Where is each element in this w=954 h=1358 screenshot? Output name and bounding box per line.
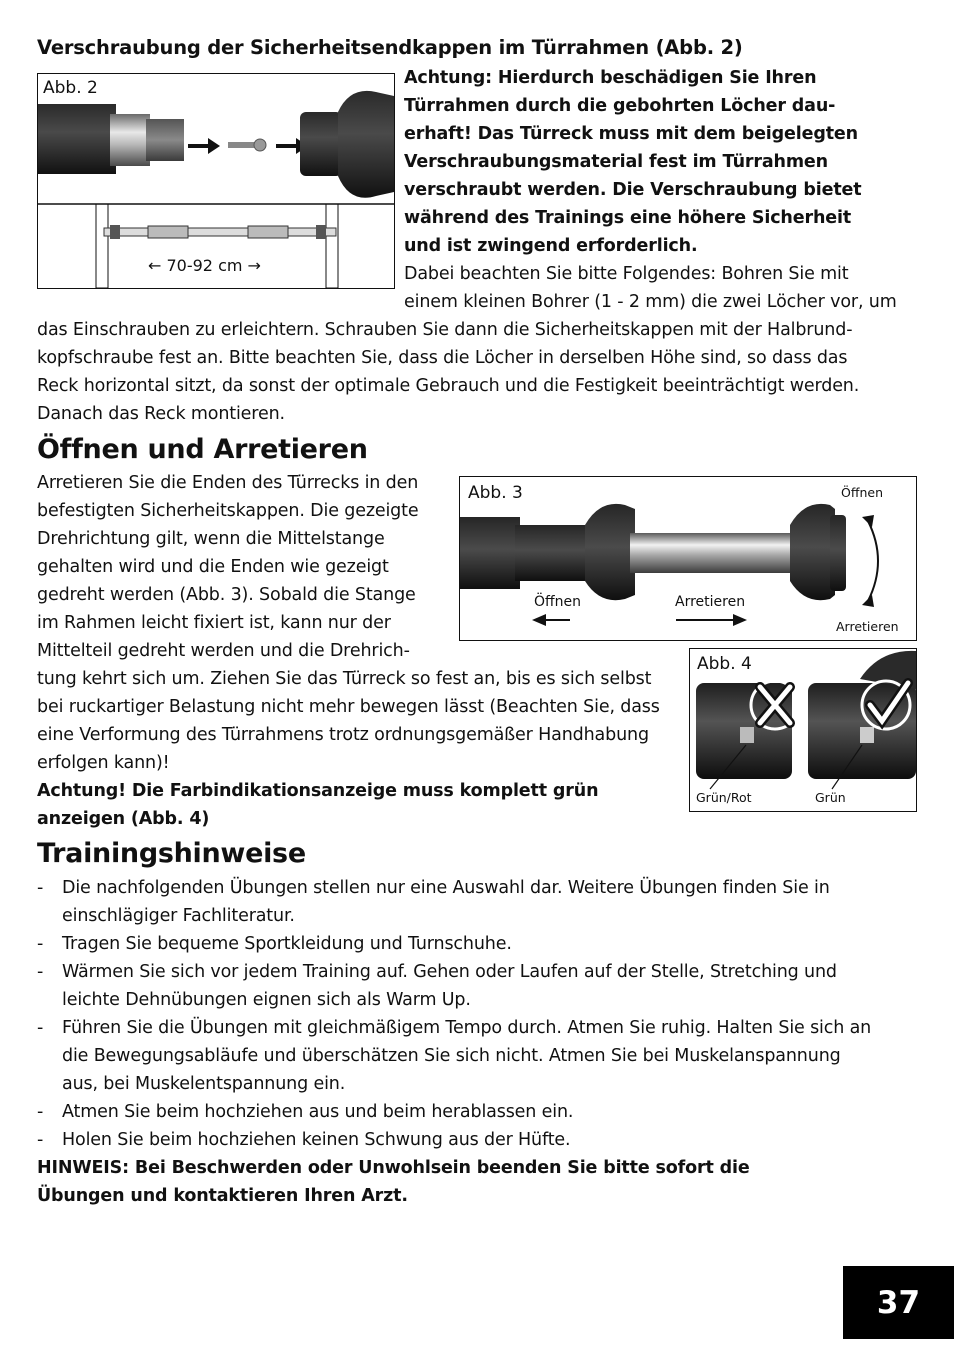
- text-line: anzeigen (Abb. 4): [37, 809, 210, 829]
- text-line: tung kehrt sich um. Ziehen Sie das Türreck so fest an, bis es sich selbst: [37, 669, 652, 689]
- text-line: Übungen und kontaktieren Ihren Arzt.: [37, 1186, 408, 1206]
- text-line: Reck horizontal sitzt, da sonst der optimale Gebrauch und die Festigkeit beeinträchtigt werden.: [37, 376, 860, 396]
- figure-abb3-lock-bottom: Arretieren: [836, 619, 899, 634]
- figure-abb2-label: Abb. 2: [43, 78, 98, 98]
- figure-abb4-label: Abb. 4: [697, 654, 752, 674]
- text-line: kopfschraube fest an. Bitte beachten Sie, dass die Löcher in derselben Höhe sind, so dass das: [37, 348, 848, 368]
- text-line: während des Trainings eine höhere Sicherheit: [404, 208, 852, 228]
- bullet-dash: -: [37, 1018, 44, 1038]
- text-line: Verschraubungsmaterial fest im Türrahmen: [404, 152, 828, 172]
- text-line: Danach das Reck montieren.: [37, 404, 285, 424]
- text-line: verschraubt werden. Die Verschraubung bietet: [404, 180, 862, 200]
- text-line: befestigten Sicherheitskappen. Die gezeigte: [37, 501, 419, 521]
- bullet-dash: -: [37, 1130, 44, 1150]
- text-line: Führen Sie die Übungen mit gleichmäßigem Tempo durch. Atmen Sie ruhig. Halten Sie sich an: [62, 1018, 872, 1038]
- text-line: Achtung! Die Farbindikationsanzeige muss komplett grün: [37, 781, 599, 801]
- figure-abb3-open-left: Öffnen: [534, 594, 582, 610]
- text-line: bei ruckartiger Belastung nicht mehr bewegen lässt (Beachten Sie, dass: [37, 697, 660, 717]
- text-line: einschlägiger Fachliteratur.: [62, 906, 295, 926]
- text-line: Wärmen Sie sich vor jedem Training auf. Gehen oder Laufen auf der Stelle, Stretching und: [62, 962, 837, 982]
- section-heading-training: Trainingshinweise: [37, 838, 306, 869]
- text-line: erfolgen kann)!: [37, 753, 170, 773]
- text-line: Mittelteil gedreht werden und die Drehrich-: [37, 641, 410, 661]
- text-line: einem kleinen Bohrer (1 - 2 mm) die zwei Löcher vor, um: [404, 292, 897, 312]
- text-line: erhaft! Das Türreck muss mit dem beigelegten: [404, 124, 858, 144]
- text-line: Tragen Sie bequeme Sportkleidung und Turnschuhe.: [62, 934, 512, 954]
- text-line: eine Verformung des Türrahmens trotz ordnungsgemäßer Handhabung: [37, 725, 649, 745]
- figure-abb3-open-top: Öffnen: [841, 485, 883, 500]
- text-line: gedreht werden (Abb. 3). Sobald die Stange: [37, 585, 416, 605]
- figure-abb2-measure: ← 70-92 cm →: [148, 256, 261, 275]
- text-line: HINWEIS: Bei Beschwerden oder Unwohlsein beenden Sie bitte sofort die: [37, 1158, 750, 1178]
- text-line: Arretieren Sie die Enden des Türrecks in den: [37, 473, 419, 493]
- figure-abb4-caption-left: Grün/Rot: [696, 790, 752, 805]
- text-line: Achtung: Hierdurch beschädigen Sie Ihren: [404, 68, 817, 88]
- text-line: das Einschrauben zu erleichtern. Schrauben Sie dann die Sicherheitskappen mit der Halbrund-: [37, 320, 853, 340]
- section-heading-screwing: Verschraubung der Sicherheitsendkappen im Türrahmen (Abb. 2): [37, 36, 743, 59]
- text-line: Die nachfolgenden Übungen stellen nur eine Auswahl dar. Weitere Übungen finden Sie in: [62, 878, 830, 898]
- text-line: Atmen Sie beim hochziehen aus und beim herablassen ein.: [62, 1102, 574, 1122]
- figure-abb2: [37, 73, 395, 289]
- bullet-dash: -: [37, 934, 44, 954]
- bullet-dash: -: [37, 878, 44, 898]
- figure-abb3-lock-mid: Arretieren: [675, 594, 746, 610]
- text-line: im Rahmen leicht fixiert ist, kann nur der: [37, 613, 391, 633]
- section-heading-open-lock: Öffnen und Arretieren: [37, 434, 368, 465]
- text-line: Holen Sie beim hochziehen keinen Schwung aus der Hüfte.: [62, 1130, 571, 1150]
- figure-abb3-label: Abb. 3: [468, 483, 523, 503]
- text-line: gehalten wird und die Enden wie gezeigt: [37, 557, 389, 577]
- figure-abb3: [459, 476, 917, 641]
- figure-abb4: [689, 648, 917, 812]
- text-line: und ist zwingend erforderlich.: [404, 236, 698, 256]
- page-number: 37: [843, 1266, 954, 1339]
- bullet-dash: -: [37, 962, 44, 982]
- text-line: aus, bei Muskelentspannung ein.: [62, 1074, 346, 1094]
- text-line: Drehrichtung gilt, wenn die Mittelstange: [37, 529, 385, 549]
- figure-abb4-caption-right: Grün: [815, 790, 846, 805]
- text-line: leichte Dehnübungen eignen sich als Warm Up.: [62, 990, 471, 1010]
- text-line: Dabei beachten Sie bitte Folgendes: Bohren Sie mit: [404, 264, 849, 284]
- figure-abb3-illustration: [460, 477, 916, 640]
- text-line: die Bewegungsabläufe und überschätzen Sie sich nicht. Atmen Sie bei Muskelanspannung: [62, 1046, 841, 1066]
- bullet-dash: -: [37, 1102, 44, 1122]
- text-line: Türrahmen durch die gebohrten Löcher dau-: [404, 96, 836, 116]
